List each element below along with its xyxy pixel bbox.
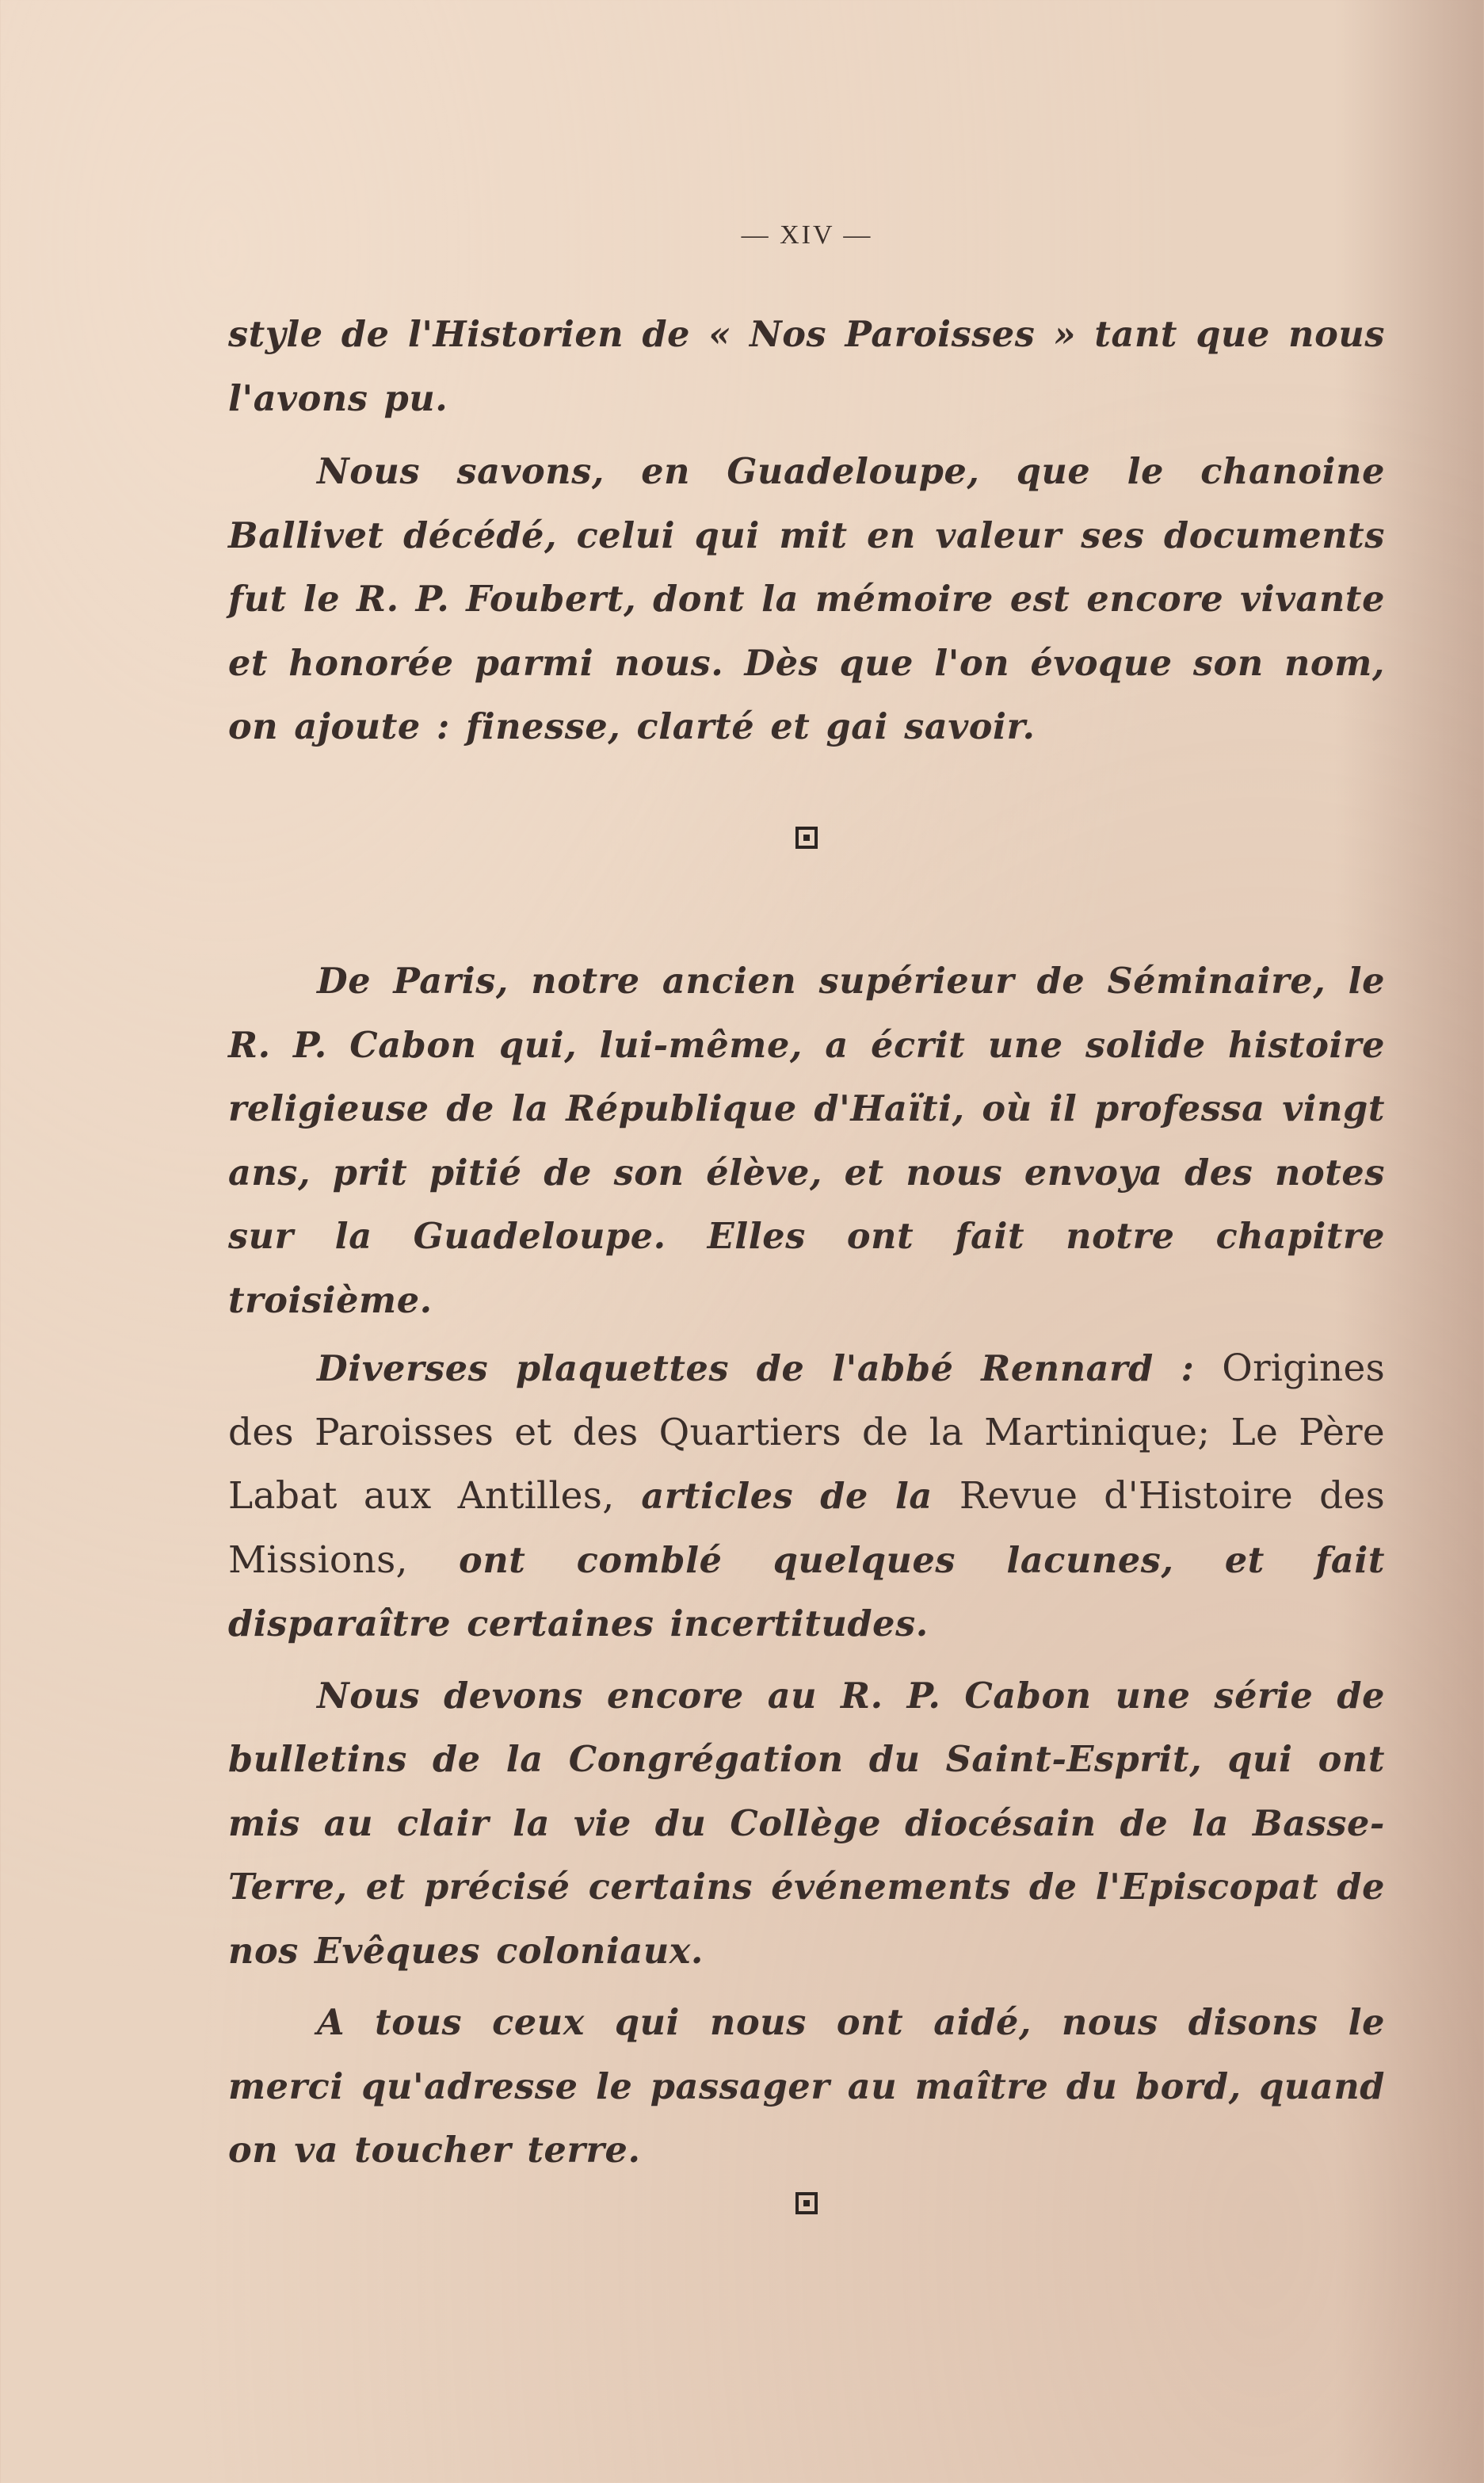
rennard-intro: Diverses plaquettes de l'abbé Rennard : [317, 1348, 1223, 1389]
text-block-top [228, 303, 1385, 759]
rennard-articles: articles de la [614, 1476, 959, 1517]
revue-title: Revue d'Histoire des Missions, [228, 1474, 1385, 1582]
end-separator-icon [795, 2192, 818, 2214]
paragraph-bulletins: Nous devons encore au R. P. Cabon une série de bulletins de la Congrégation du Saint-Esprit, qui ont mis au clair la vie du Collège diocésain de la Basse-Terre, et précisé certains événements de l'Episcopat de nos Evêques coloniaux. [228, 1675, 1385, 1972]
text-block-bottom [228, 949, 1385, 2183]
rennard-conclusion: ont comblé quelques lacunes, et fait disparaître certaines incertitudes. [228, 1539, 1385, 1645]
paragraph-rennard [228, 1337, 1385, 1656]
paragraph-thanks: A tous ceux qui nous ont aidé, nous disons le merci qu'adresse le passager au maître du bord, quand on va toucher terre. [228, 2002, 1385, 2171]
section-separator-icon [795, 827, 818, 849]
paragraph-foubert: Nous savons, en Guadeloupe, que le chanoine Ballivet décédé, celui qui mit en valeur ses documents fut le R. P. Foubert, dont la mémoire est encore vivante et honorée parmi nous. Dès que l'on évoque son nom, on ajoute : finesse, clarté et gai savoir. [228, 451, 1385, 747]
paragraph-cabon: De Paris, notre ancien supérieur de Séminaire, le R. P. Cabon qui, lui-même, a écrit une solide histoire religieuse de la République d'Haïti, où il professa vingt ans, prit pitié de son élève, et nous envoya des notes sur la Guadeloupe. Elles ont fait notre chapitre troisième. [228, 961, 1385, 1321]
page-number: — XIV — [741, 220, 873, 250]
paragraph-continuation: style de l'Historien de « Nos Paroisses » tant que nous l'avons pu. [228, 314, 1385, 419]
rennard-titles: Origines des Paroisses et des Quartiers de la Martinique; Le Père Labat aux Antilles, [228, 1347, 1385, 1518]
